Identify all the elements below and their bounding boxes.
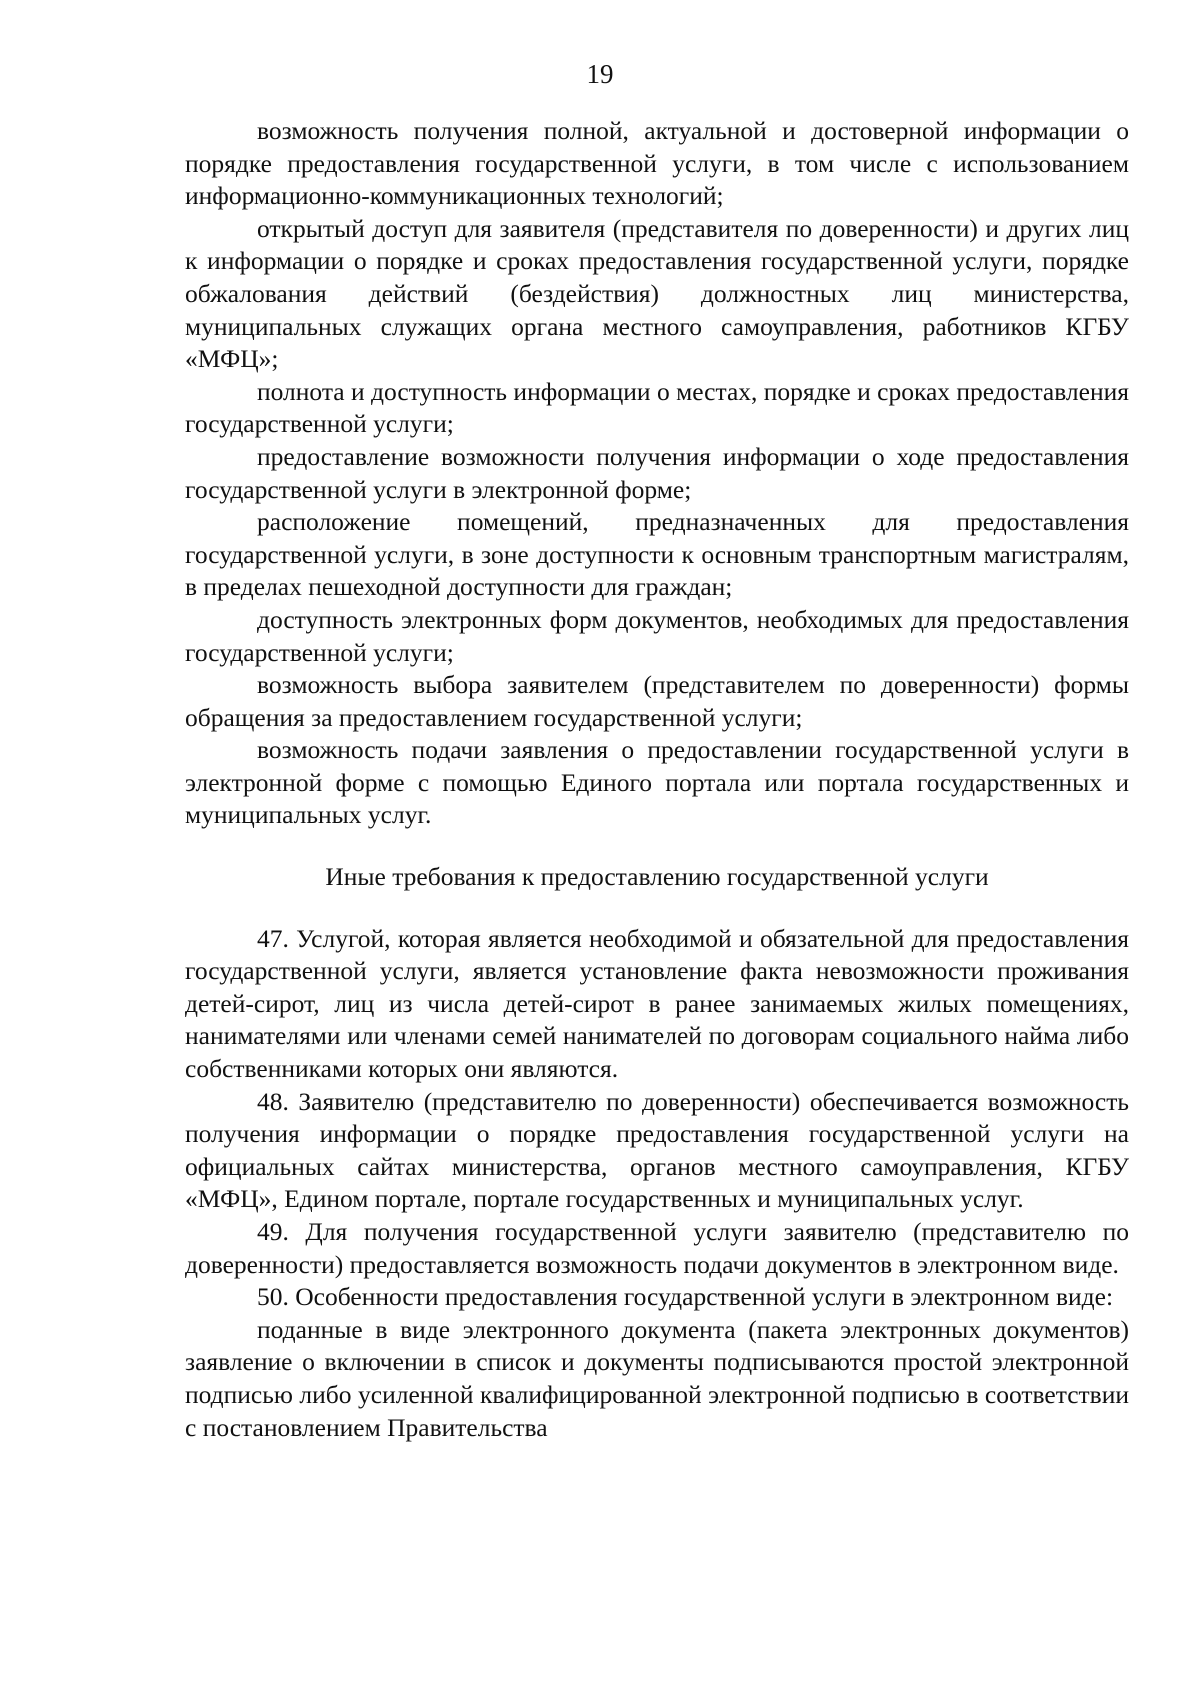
paragraph-electronic-forms: доступность электронных форм документов, необходимых для предоставления государственной услуги; bbox=[185, 604, 1129, 667]
paragraph-electronic-submission: возможность подачи заявления о предоставлении государственной услуги в электронной форме с помощью Единого портала или портала государственных и муниципальных услуг. bbox=[185, 735, 1129, 830]
page-number: 19 bbox=[586, 59, 614, 89]
paragraph-premises-location: расположение помещений, предназначенных для предоставления государственной услуги, в зоне доступности к основным транспортным магистралям, в пределах пешеходной доступности для граждан; bbox=[185, 507, 1129, 602]
paragraph-choice-of-form: возможность выбора заявителем (представителем по доверенности) формы обращения за предоставлением государственной услуги; bbox=[185, 670, 1129, 732]
page-content bbox=[185, 115, 1129, 1444]
paragraph-item-47: 47. Услугой, которая является необходимой и обязательной для предоставления государственной услуги, является установление факта невозможности проживания детей-сирот, лиц из числа детей-сирот в ранее занимаемых жилых помещениях, нанимателями или членами семей нанимателей по договорам социального найма либо собственниками которых они являются. bbox=[185, 923, 1129, 1084]
paragraph-info-access: возможность получения полной, актуальной и достоверной информации о порядке предоставления государственной услуги, в том числе с использованием информационно-коммуникационных технологий; bbox=[185, 116, 1129, 211]
paragraph-item-48: 48. Заявителю (представителю по доверенности) обеспечивается возможность получения информации о порядке предоставления государственной услуги на официальных сайтах министерства, органов местного самоуправления, КГБУ «МФЦ», Едином портале, портале государственных и муниципальных услуг. bbox=[185, 1086, 1129, 1214]
paragraph-open-access: открытый доступ для заявителя (представителя по доверенности) и других лиц к информации о порядке и сроках предоставления государственной услуги, порядке обжалования действий (бездействия) должностных лиц министерства, муниципальных служащих органа местного самоуправления, работников КГБУ «МФЦ»; bbox=[185, 213, 1129, 374]
section-heading: Иные требования к предоставлению государственной услуги bbox=[325, 862, 989, 892]
paragraph-item-49: 49. Для получения государственной услуги заявителю (представителю по доверенности) предоставляется возможность подачи документов в электронном виде. bbox=[185, 1217, 1129, 1279]
paragraph-item-50: 50. Особенности предоставления государственной услуги в электронном виде: bbox=[257, 1282, 1114, 1312]
paragraph-progress-info: предоставление возможности получения информации о ходе предоставления государственной услуги в электронной форме; bbox=[185, 441, 1129, 504]
paragraph-electronic-signature: поданные в виде электронного документа (пакета электронных документов) заявление о включении в список и документы подписываются простой электронной подписью либо усиленной квалифицированной электронной подписью в соответствии с постановлением Правительства bbox=[185, 1314, 1129, 1442]
paragraph-completeness: полнота и доступность информации о местах, порядке и сроках предоставления государственной услуги; bbox=[185, 376, 1129, 439]
